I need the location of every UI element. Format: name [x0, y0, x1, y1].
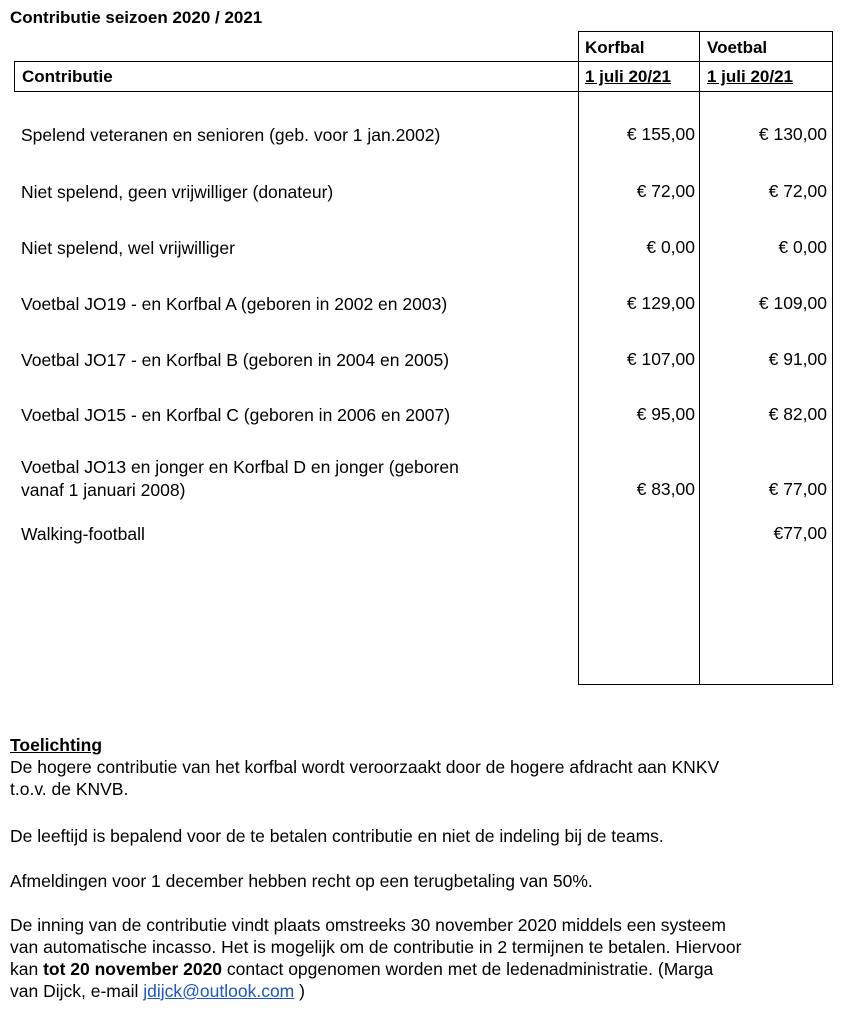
- paragraph: De inning van de contributie vindt plaats omstreeks 30 november 2020 middels een systeem: [10, 915, 726, 935]
- table-border: [14, 91, 833, 92]
- table-row-label: Niet spelend, wel vrijwilliger: [21, 238, 235, 258]
- voetbal-amount: €77,00: [773, 523, 827, 543]
- korfbal-amount: € 155,00: [626, 124, 695, 144]
- table-row-label: vanaf 1 januari 2008): [21, 480, 186, 500]
- voetbal-amount: € 77,00: [768, 479, 827, 499]
- paragraph: De hogere contributie van het korfbal wordt veroorzaakt door de hogere afdracht aan KNKV: [10, 757, 720, 777]
- table-row-label: Voetbal JO15 - en Korfbal C (geboren in 2006 en 2007): [21, 405, 451, 425]
- table-row-label: Voetbal JO19 - en Korfbal A (geboren in 2002 en 2003): [21, 294, 448, 314]
- paragraph: [10, 958, 840, 980]
- text: contact opgenomen worden met de ledenadministratie. (Marga: [222, 959, 714, 979]
- korfbal-amount: € 83,00: [636, 479, 695, 499]
- section-heading: Toelichting: [10, 735, 103, 755]
- table-border: [578, 31, 579, 684]
- voetbal-amount: € 72,00: [768, 181, 827, 201]
- paragraph: [10, 980, 840, 1002]
- text: ): [294, 981, 305, 1001]
- table-row-label: Niet spelend, geen vrijwilliger (donateur): [21, 182, 334, 202]
- korfbal-amount: € 72,00: [636, 181, 695, 201]
- table-row-label: Spelend veteranen en senioren (geb. voor 1 jan.2002): [21, 125, 441, 145]
- voetbal-amount: € 82,00: [768, 404, 827, 424]
- voetbal-amount: € 130,00: [758, 124, 827, 144]
- voetbal-amount: € 109,00: [758, 293, 827, 313]
- email-link[interactable]: jdijck@outlook.com: [143, 981, 295, 1001]
- column-header-korfbal: Korfbal: [585, 38, 645, 57]
- text: kan: [10, 959, 44, 979]
- table-border: [699, 31, 700, 684]
- korfbal-amount: € 107,00: [626, 349, 695, 369]
- column-header-voetbal: Voetbal: [707, 38, 768, 57]
- table-border: [832, 31, 833, 684]
- paragraph: t.o.v. de KNVB.: [10, 779, 129, 799]
- table-row-label: Voetbal JO13 en jonger en Korfbal D en jonger (geboren: [21, 457, 459, 477]
- table-border: [14, 61, 15, 91]
- paragraph: De leeftijd is bepalend voor de te betalen contributie en niet de indeling bij de teams.: [10, 826, 664, 846]
- table-border: [14, 61, 833, 62]
- row-header: Contributie: [22, 67, 113, 86]
- table-border: [578, 684, 833, 685]
- column-date-korfbal: 1 juli 20/21: [585, 67, 671, 86]
- page-title: Contributie seizoen 2020 / 2021: [10, 8, 263, 27]
- voetbal-amount: € 0,00: [778, 237, 827, 257]
- korfbal-amount: € 95,00: [636, 404, 695, 424]
- paragraph: Afmeldingen voor 1 december hebben recht op een terugbetaling van 50%.: [10, 871, 593, 891]
- deadline-text: tot 20 november 2020: [43, 959, 223, 979]
- text: van Dijck, e-mail: [10, 981, 144, 1001]
- table-border: [578, 31, 833, 32]
- column-date-voetbal: 1 juli 20/21: [707, 67, 793, 86]
- korfbal-amount: € 129,00: [626, 293, 695, 313]
- table-row-label: Voetbal JO17 - en Korfbal B (geboren in 2004 en 2005): [21, 350, 450, 370]
- korfbal-amount: € 0,00: [646, 237, 695, 257]
- voetbal-amount: € 91,00: [768, 349, 827, 369]
- paragraph: van automatische incasso. Het is mogelijk om de contributie in 2 termijnen te betalen. Hiervoor: [10, 937, 742, 957]
- table-row-label: Walking-football: [21, 524, 145, 544]
